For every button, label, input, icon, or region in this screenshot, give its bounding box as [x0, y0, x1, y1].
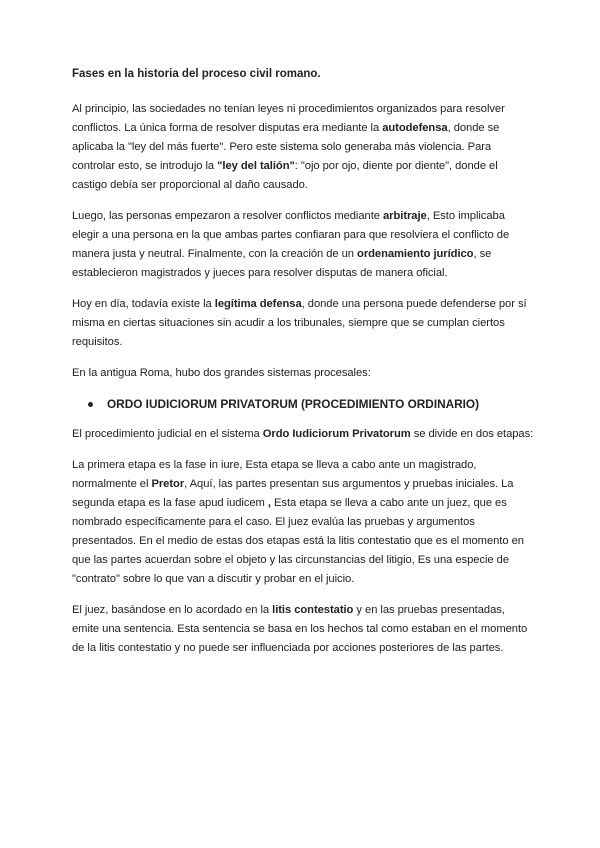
- bullet-item-ordo: [88, 395, 534, 413]
- bold-term: ordenamiento jurídico: [357, 248, 474, 260]
- paragraph-autodefensa: [72, 100, 534, 195]
- text-span: El juez, basándose en lo acordado en la: [72, 604, 273, 616]
- bold-term: ,: [267, 497, 271, 509]
- bullet-dot-icon: [88, 402, 93, 407]
- bullet-heading: ORDO IUDICIORUM PRIVATORUM (PROCEDIMIENTO ORDINARIO): [107, 397, 480, 411]
- text-span: , se establecieron magistrados y jueces para resolver disputas de manera oficial.: [72, 248, 492, 279]
- text-span: : "ojo por ojo, diente por diente", donde el castigo debía ser proporcional al daño causado.: [72, 160, 498, 191]
- bold-term: autodefensa: [382, 122, 448, 134]
- paragraph-arbitraje: [72, 207, 534, 283]
- paragraph-sentencia: [72, 601, 534, 658]
- text-span: , Aquí, las partes presentan sus argumentos y pruebas iniciales. La segunda etapa es la fase apud iudicem: [72, 478, 514, 509]
- paragraph-procedimiento: [72, 425, 534, 444]
- text-span: , donde se aplicaba la "ley del más fuerte". Pero este sistema solo generaba más violencia. Para controlar esto, se introdujo la: [72, 122, 500, 172]
- paragraph-sistemas-procesales: En la antigua Roma, hubo dos grandes sistemas procesales:: [72, 367, 371, 379]
- text-span: El procedimiento judicial en el sistema: [72, 428, 263, 440]
- paragraph-etapas: [72, 456, 534, 589]
- bold-term: arbitraje: [383, 210, 427, 222]
- document-title: Fases en la historia del proceso civil romano.: [72, 68, 321, 80]
- paragraph-legitima-defensa: [72, 295, 534, 352]
- bold-term: litis contestatio: [272, 604, 354, 616]
- bold-term: Ordo Iudiciorum Privatorum: [262, 428, 411, 440]
- document-body: [72, 66, 534, 670]
- text-span: se divide en dos etapas:: [410, 428, 534, 440]
- text-span: Luego, las personas empezaron a resolver conflictos mediante: [72, 210, 383, 222]
- bold-term: Pretor: [151, 478, 185, 490]
- text-span: Al principio, las sociedades no tenían leyes ni procedimientos organizados para resolver conflictos. La única forma de resolver disputas era mediante la: [72, 103, 505, 134]
- bold-term: legítima defensa: [214, 298, 302, 310]
- text-span: La primera etapa es la fase in iure, Esta etapa se lleva a cabo ante un magistrado, normalmente el: [72, 459, 477, 490]
- text-span: y en las pruebas presentadas, emite una sentencia. Esta sentencia se basa en los hechos tal como estaban en el momento de la litis contestatio y no puede ser influenciada por acciones posteriores de las partes.: [72, 604, 528, 654]
- text-span: , Esto implicaba elegir a una persona en la que ambas partes confiaran para que resolviera el conflicto de manera justa y neutral. Finalmente, con la creación de un: [72, 210, 510, 260]
- bold-term: "ley del talión": [217, 160, 295, 172]
- text-span: Esta etapa se lleva a cabo ante un juez, que es nombrado específicamente para el caso. El juez evalúa las pruebas y argumentos presentados. En el medio de estas dos etapas está la litis contestatio que es el momento en que las partes acuerdan sobre el objeto y las circunstancias del litigio, Es una especie de "contrato" sobre lo que van a discutir y probar en el juicio.: [72, 497, 524, 585]
- text-span: , donde una persona puede defenderse por sí misma en ciertas situaciones sin acudir a los tribunales, siempre que se cumplan ciertos requisitos.: [72, 298, 527, 348]
- text-span: Hoy en día, todavía existe la: [72, 298, 215, 310]
